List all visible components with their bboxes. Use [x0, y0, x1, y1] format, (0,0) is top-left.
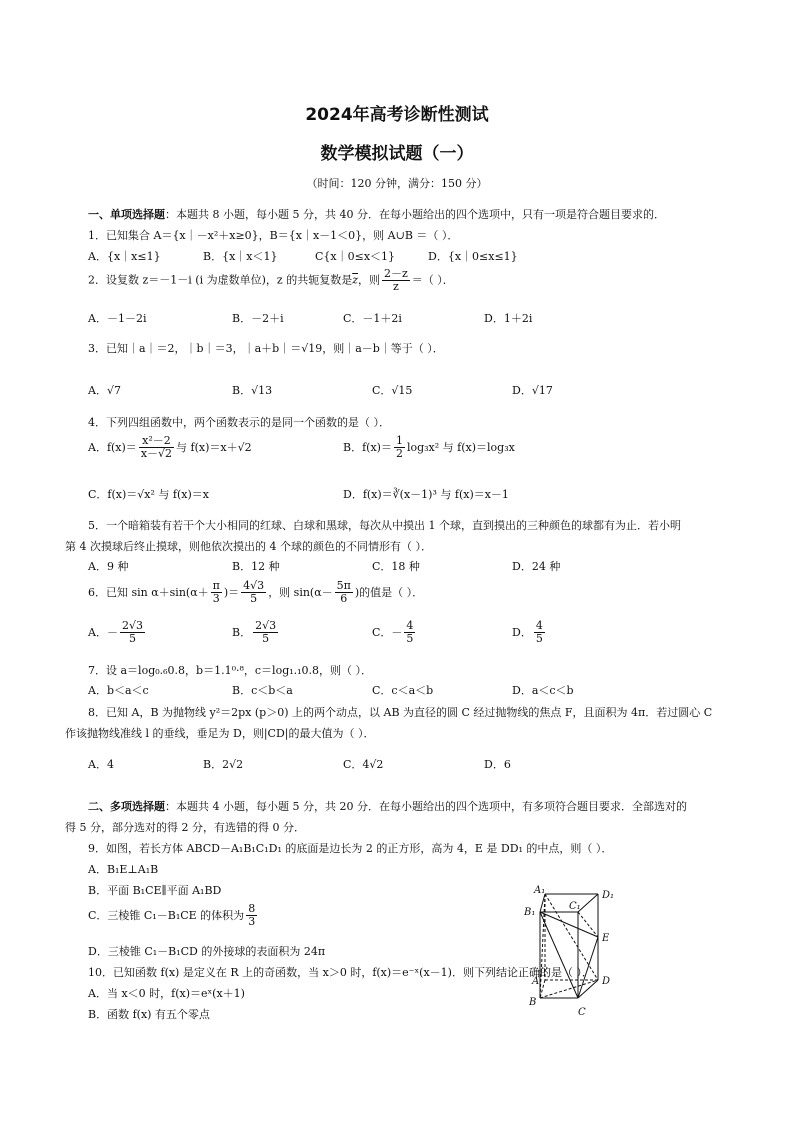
q8-option-c: C．4√2 [343, 758, 384, 771]
q4-option-b [343, 435, 515, 460]
q5-option-d: D．24 种 [512, 560, 561, 573]
page-title: 2024年高考诊断性测试 [305, 105, 489, 125]
q8-stem-line2: 作该抛物线准线 l 的垂线，垂足为 D，则|CD|的最大值为（ ）． [65, 727, 375, 740]
q6-d-fraction [534, 620, 545, 645]
q3-option-b: B．√13 [232, 384, 273, 397]
section2-intro [88, 798, 687, 814]
q6-d-den: 5 [535, 632, 543, 646]
q4-a-post: 与 f(x)＝x＋√2 [176, 441, 252, 455]
q2-stem-mid: ，则 [358, 273, 380, 287]
q4-a-fraction [139, 435, 174, 460]
q6-b-num: 2√3 [255, 619, 277, 632]
label-D: D [602, 976, 611, 987]
q4-b-den: 2 [395, 447, 403, 461]
q8-option-d: D．6 [484, 758, 511, 771]
q9-stem: 9．如图，若长方体 ABCD－A₁B₁C₁D₁ 的底面是边长为 2 的正方形，高为 4，E 是 DD₁ 的中点，则（ ）． [88, 842, 613, 855]
q7-option-c: C．c＜a＜b [372, 684, 434, 697]
time-note: （时间：120 分钟，满分：150 分） [306, 177, 488, 190]
q6-option-d [512, 620, 547, 645]
q7-option-d: D．a＜c＜b [512, 684, 574, 697]
label-C1: C₁ [569, 901, 581, 912]
q6-a-pre: A．－ [88, 626, 118, 640]
q9-option-d: D．三棱锥 C₁－B₁CD 的外接球的表面积为 24π [88, 945, 326, 958]
prism-figure [520, 884, 620, 1020]
label-C: C [578, 1007, 586, 1018]
q6-frac2-num: 4√3 [243, 579, 265, 592]
q3-option-a: A．√7 [88, 384, 121, 397]
q4-option-a [88, 435, 252, 460]
q9-c-fraction [246, 903, 257, 928]
section1-text: ：本题共 8 小题，每小题 5 分，共 40 分．在每小题给出的四个选项中，只有一项是符合题目要求的． [165, 208, 665, 221]
q7-option-b: B．c＜b＜a [232, 684, 293, 697]
label-B1: B₁ [524, 907, 536, 918]
q4-a-pre: A．f(x)＝ [88, 441, 137, 455]
q9-option-b: B．平面 B₁CE∥平面 A₁BD [88, 884, 222, 897]
q6-frac1 [211, 580, 222, 605]
q6-c-pre: C．－ [372, 626, 403, 640]
q7-stem: 7．设 a＝log₀.₆0.8，b＝1.1⁰·⁸，c＝log₁.₁0.8，则（ ）． [88, 664, 373, 677]
q6-option-b [232, 620, 280, 645]
q6-stem-mid: )＝ [223, 586, 240, 600]
q6-b-pre: B． [232, 626, 252, 640]
q6-stem-pre: 6．已知 sin α＋sin(α＋ [88, 586, 209, 600]
q4-b-fraction [394, 435, 405, 460]
q1-option-b: B．{x｜x＜1} [203, 250, 278, 263]
q6-a-num: 2√3 [121, 619, 143, 632]
q9-c-num: 8 [248, 902, 256, 915]
q2-fraction [382, 268, 410, 293]
q9-option-c [88, 903, 259, 928]
q6-stem [88, 580, 423, 605]
q8-option-a: A．4 [88, 758, 114, 771]
label-A1: A₁ [534, 885, 546, 896]
label-B: B [529, 997, 537, 1008]
q9-option-a: A．B₁E⊥A₁B [88, 863, 159, 876]
q6-c-num: 4 [406, 619, 414, 632]
q3-stem: 3．已知｜a｜＝2，｜b｜＝3，｜a＋b｜＝√19，则｜a－b｜等于（ ）． [88, 342, 444, 355]
q6-frac3-num: 5π [336, 579, 351, 592]
q4-b-post: log₃x² 与 f(x)＝log₃x [406, 441, 515, 455]
section1-heading: 一、单项选择题 [88, 208, 165, 221]
q6-c-fraction [404, 620, 415, 645]
q6-c-den: 5 [406, 632, 414, 646]
q10-option-b: B．函数 f(x) 有五个零点 [88, 1008, 210, 1021]
q6-frac1-num: π [212, 579, 220, 592]
q5-stem-line2: 第 4 次摸球后终止摸球，则他依次摸出的 4 个球的颜色的不同情形有（ ）． [65, 540, 432, 553]
q2-option-b: B．－2＋i [232, 312, 284, 325]
q2-stem [88, 268, 454, 293]
q3-option-d: D．√17 [512, 384, 553, 397]
q1-option-c: C{x｜0≤x＜1} [315, 250, 396, 263]
q1-stem: 1．已知集合 A＝{x｜－x²＋x≥0}，B＝{x｜x－1＜0}，则 A∪B ＝（ ）． [88, 229, 459, 242]
q2-stem-post: ＝（ ）． [411, 273, 454, 287]
q5-option-b: B．12 种 [232, 560, 280, 573]
q6-frac2-den: 5 [250, 592, 258, 606]
q4-a-num: x²－2 [139, 435, 174, 448]
q2-conj: $\overline{z}$ [352, 273, 358, 287]
q8-stem-line1: 8．已知 A，B 为抛物线 y²＝2px (p＞0) 上的两个动点，以 AB 为直径的圆 C 经过抛物线的焦点 F，且面积为 4π．若过圆心 C [88, 706, 713, 719]
q2-option-c: C．－1＋2i [343, 312, 402, 325]
section2-text-line1: ：本题共 4 小题，每小题 5 分，共 20 分．在每小题给出的四个选项中，有多项符合题目要求．全部选对的 [165, 800, 687, 813]
label-D1: D₁ [602, 890, 615, 901]
q2-frac-den: z [393, 280, 399, 294]
q5-option-c: C．18 种 [372, 560, 420, 573]
q6-frac3 [335, 580, 353, 605]
q6-option-a [88, 620, 147, 645]
q6-frac2 [241, 580, 266, 605]
section2-text-line2: 得 5 分，部分选对的得 2 分，有选错的得 0 分． [65, 821, 305, 834]
q6-d-num: 4 [535, 619, 543, 632]
q7-option-a: A．b＜a＜c [88, 684, 149, 697]
q2-stem-pre: 2．设复数 z＝－1－i (i 为虚数单位)，z 的共轭复数是 [88, 273, 353, 287]
q2-option-d: D．1＋2i [484, 312, 533, 325]
q6-b-fraction [253, 620, 278, 645]
q6-option-c [372, 620, 417, 645]
page-subtitle: 数学模拟试题（一） [320, 144, 474, 164]
q2-option-a: A．－1－2i [88, 312, 147, 325]
q8-option-b: B．2√2 [203, 758, 244, 771]
q6-frac1-den: 3 [212, 592, 220, 606]
q5-stem-line1: 5．一个暗箱装有若干个大小相同的红球、白球和黑球，每次从中摸出 1 个球，直到摸出的三种颜色的球都有为止．若小明 [88, 519, 681, 532]
q6-a-den: 5 [128, 632, 136, 646]
q4-b-pre: B．f(x)＝ [343, 441, 392, 455]
section2-heading: 二、多项选择题 [88, 800, 165, 813]
q9-c-pre: C．三棱锥 C₁－B₁CE 的体积为 [88, 909, 245, 923]
label-E: E [602, 933, 610, 944]
q4-option-d: D．f(x)＝∛(x－1)³ 与 f(x)＝x－1 [343, 488, 509, 501]
label-A: A [532, 976, 540, 987]
q6-b-den: 5 [262, 632, 270, 646]
q5-option-a: A．9 种 [88, 560, 129, 573]
q4-a-den: x－√2 [140, 447, 173, 461]
q6-a-fraction [120, 620, 145, 645]
q9-c-den: 3 [248, 915, 256, 929]
q3-option-c: C．√15 [372, 384, 413, 397]
q6-stem-post: )的值是（ ）． [354, 586, 424, 600]
q10-stem: 10．已知函数 f(x) 是定义在 R 上的奇函数，当 x＞0 时，f(x)＝e⁻ˣ(x－1)．则下列结论正确的是（ ）． [88, 966, 593, 979]
q4-b-num: 1 [395, 434, 403, 447]
q1-option-d: D．{x｜0≤x≤1} [428, 250, 518, 263]
q2-frac-num: 2－z [384, 267, 408, 280]
q4-stem: 4．下列四组函数中，两个函数表示的是同一个函数的是（ ）． [88, 416, 390, 429]
q10-option-a: A．当 x＜0 时，f(x)＝eˣ(x＋1) [88, 987, 245, 1000]
q6-d-pre: D． [512, 626, 532, 640]
q4-option-c: C．f(x)＝√x² 与 f(x)＝x [88, 488, 209, 501]
q6-frac3-den: 6 [340, 592, 348, 606]
q1-option-a: A．{x｜x≤1} [88, 250, 161, 263]
q6-stem-mid2: ，则 sin(α－ [268, 586, 333, 600]
section1-intro [88, 206, 665, 222]
